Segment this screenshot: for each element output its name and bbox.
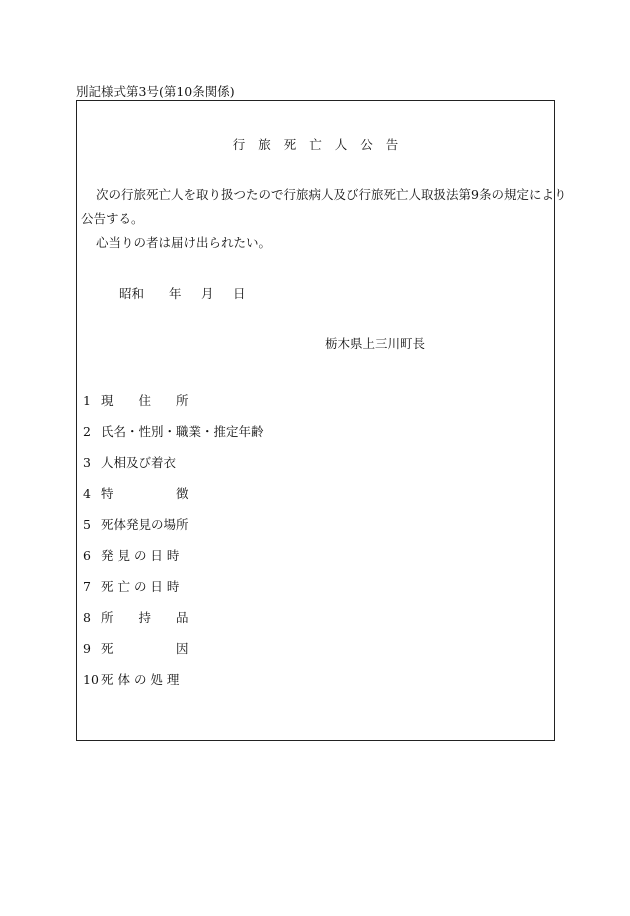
list-item [83,455,264,486]
item-number: 3 [83,455,91,470]
signatory: 栃木県上三川町長 [325,336,426,351]
list-item [83,641,264,672]
item-label: 特 徴 [101,486,189,501]
date-month: 月 [201,286,214,301]
item-label: 現 住 所 [101,393,189,408]
item-label: 死 亡 の 日 時 [101,579,180,594]
list-item [83,610,264,641]
item-number: 7 [83,579,91,594]
list-item [83,579,264,610]
item-number: 1 [83,393,91,408]
list-item [83,486,264,517]
item-number: 4 [83,486,91,501]
date-era: 昭和 [119,286,145,301]
item-number: 9 [83,641,91,656]
item-label: 発 見 の 日 時 [101,548,180,563]
list-item [83,424,264,455]
notice-title: 行旅死亡人公告 [232,137,412,152]
date-year: 年 [169,286,182,301]
notice-body-line: 次の行旅死亡人を取り扱つたので行旅病人及び行旅死亡人取扱法第9条の規定により [96,187,567,202]
notice-date [119,284,246,302]
list-item [83,517,264,548]
date-day: 日 [233,286,246,301]
item-label: 人相及び着衣 [101,455,177,470]
notice-body-line: 心当りの者は届け出られたい。 [96,235,272,250]
item-number: 2 [83,424,91,439]
item-number: 10 [83,672,99,687]
item-number: 8 [83,610,91,625]
item-number: 6 [83,548,91,563]
notice-form-box [76,100,567,741]
form-caption: 別記様式第3号(第10条関係) [76,84,235,99]
item-label: 死 因 [101,641,189,656]
item-label: 所 持 品 [101,610,189,625]
list-item [83,548,264,579]
list-item [83,672,264,703]
item-label: 死 体 の 処 理 [101,672,180,687]
notice-body-line: 公告する。 [81,211,144,226]
item-list [83,393,264,703]
list-item [83,393,264,424]
item-label: 死体発見の場所 [101,517,189,532]
item-label: 氏名・性別・職業・推定年齢 [101,424,264,439]
item-number: 5 [83,517,91,532]
